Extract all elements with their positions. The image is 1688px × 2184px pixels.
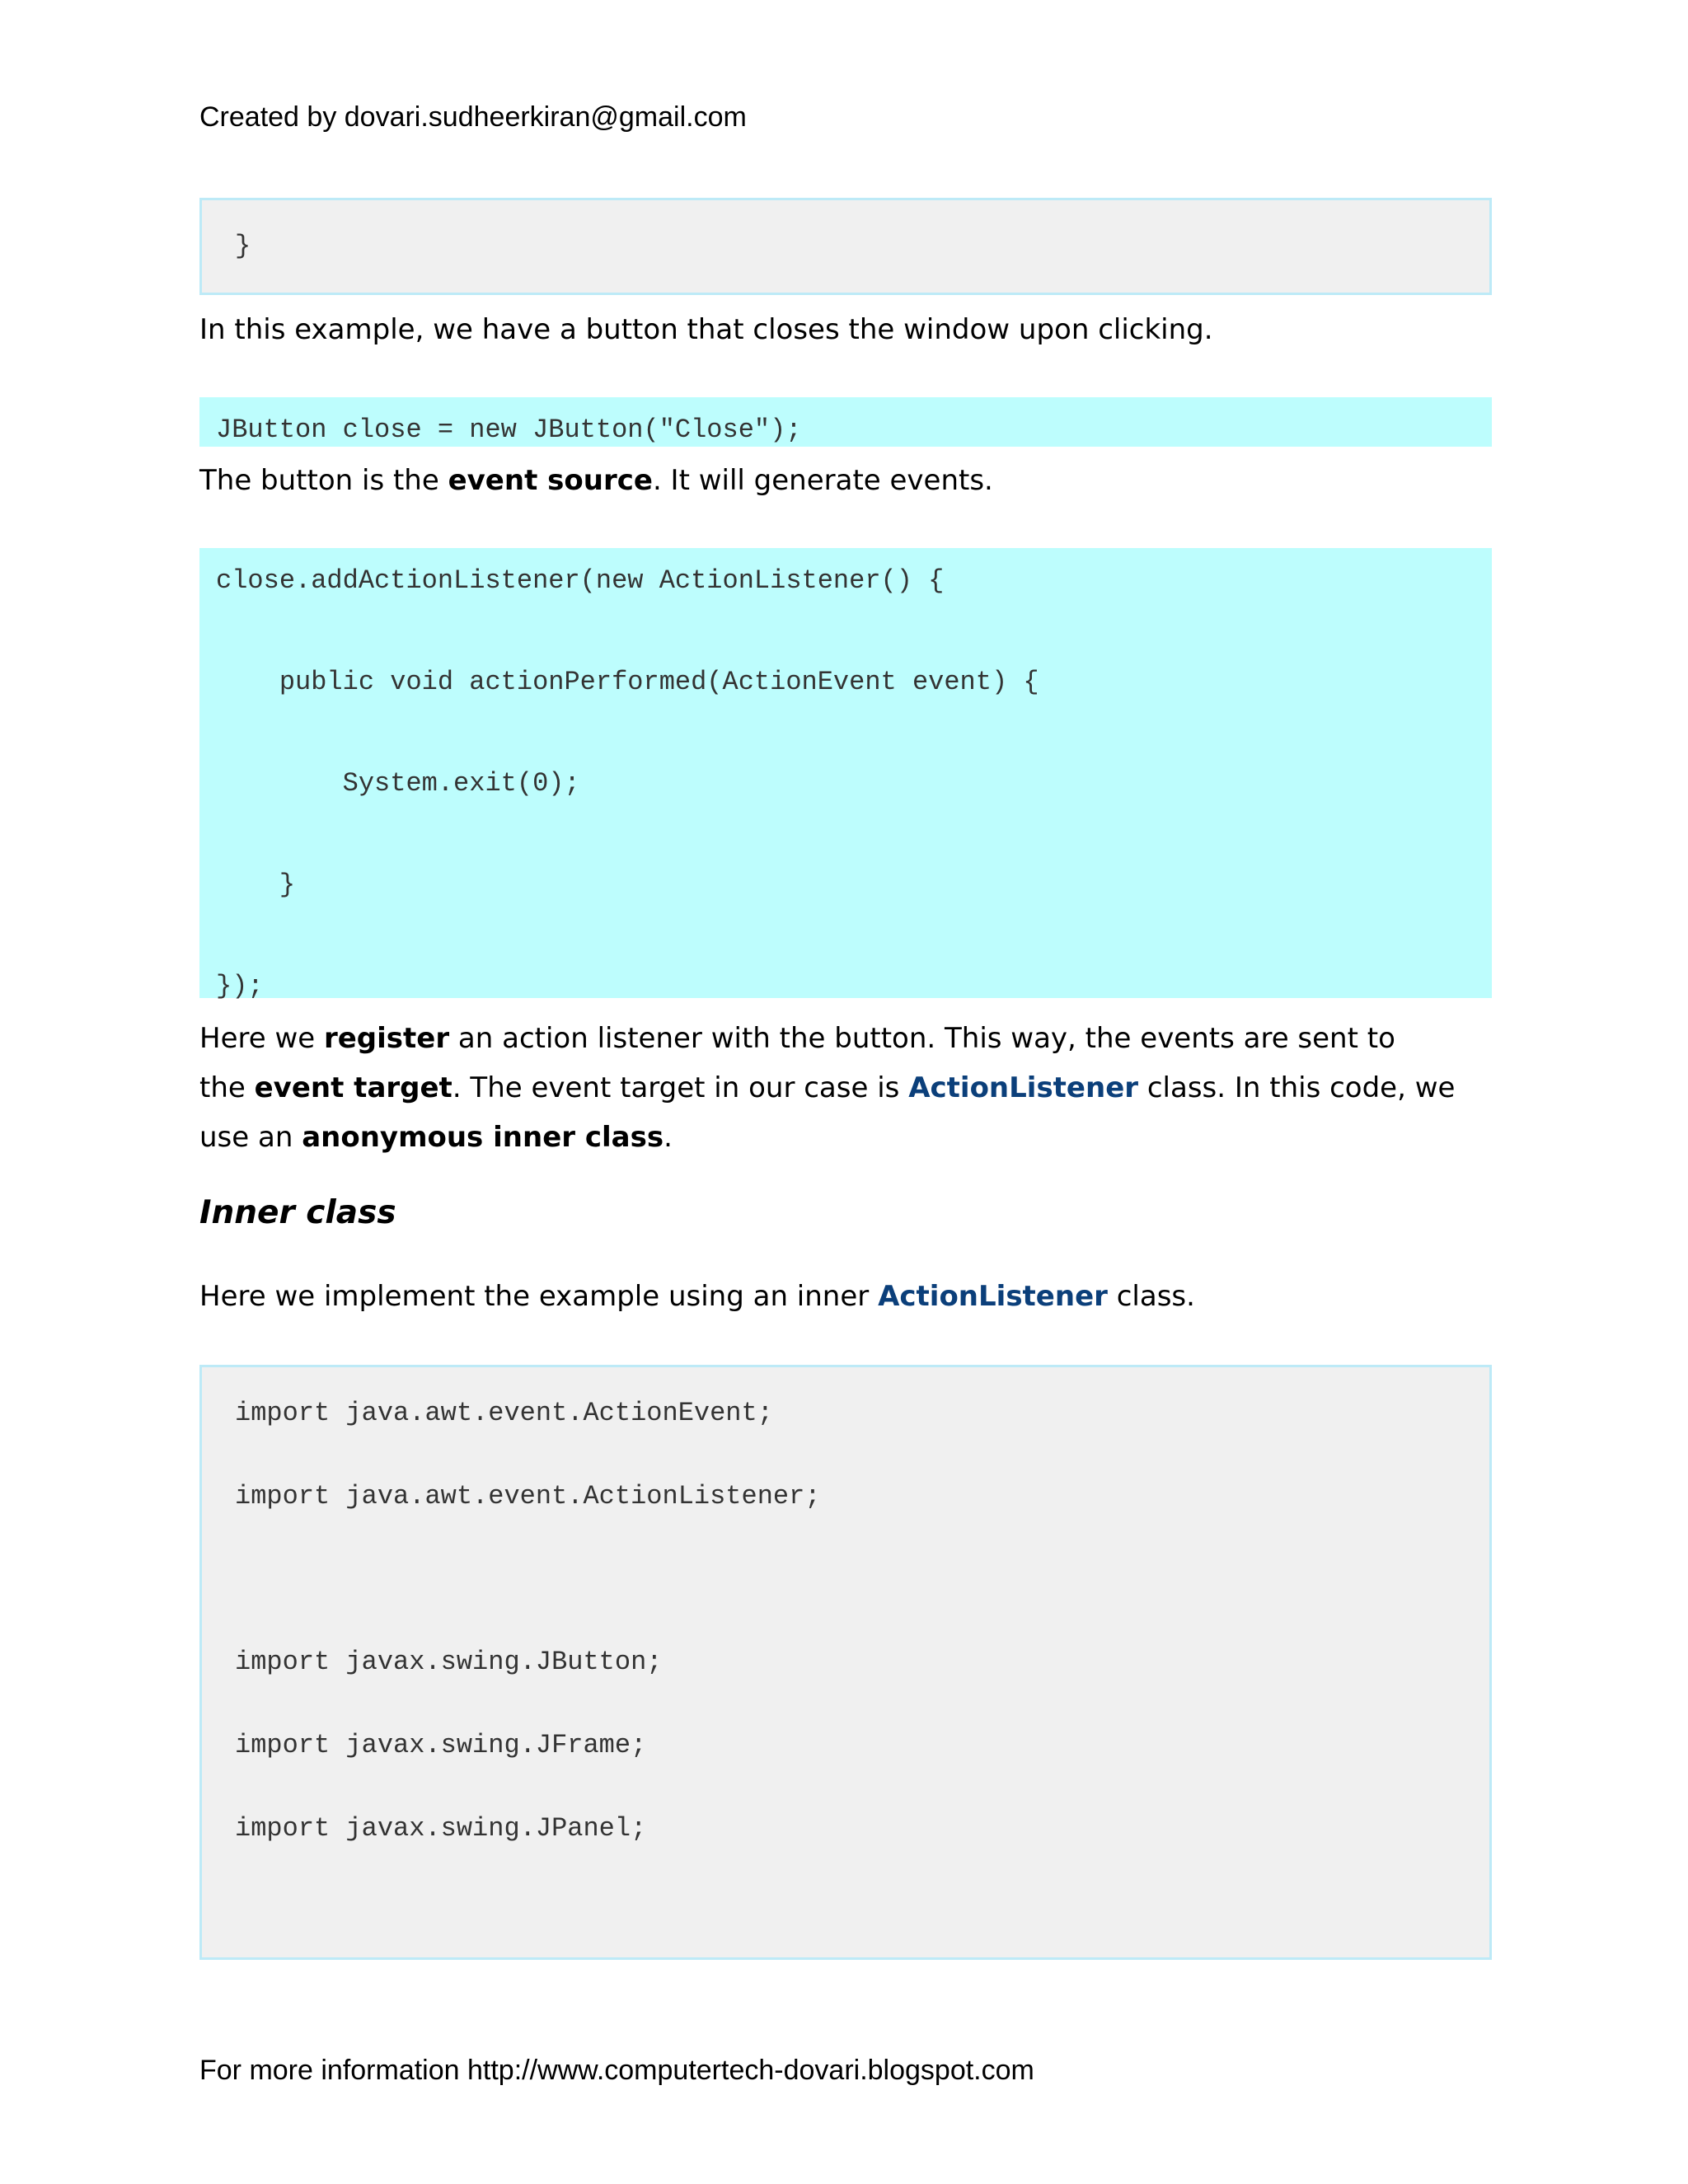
paragraph-text: class. — [1107, 1280, 1195, 1313]
paragraph-text: the — [199, 1071, 255, 1104]
code-line: System.exit(0); — [216, 768, 580, 799]
code-line: import java.awt.event.ActionEvent; — [235, 1398, 773, 1428]
paragraph-event-source — [199, 456, 1518, 505]
code-block-closing-brace — [199, 198, 1492, 295]
bold-term: register — [323, 1022, 450, 1055]
code-line: import javax.swing.JFrame; — [235, 1730, 647, 1760]
class-name-highlight: ActionListener — [878, 1280, 1108, 1313]
code-line: import java.awt.event.ActionListener; — [235, 1481, 821, 1511]
paragraph-text: In this example, we have a button that closes the window upon clicking. — [199, 313, 1213, 346]
paragraph-text: an action listener with the button. This way, the events are sent to — [449, 1022, 1395, 1055]
paragraph-text: . It will generate events. — [652, 464, 993, 497]
paragraph-register-line-3 — [199, 1113, 1518, 1162]
bold-term: event target — [254, 1071, 452, 1104]
class-name-highlight: ActionListener — [908, 1071, 1139, 1104]
bold-term: event source — [448, 464, 653, 497]
paragraph-text: The button is the — [199, 464, 448, 497]
code-line: }); — [216, 971, 264, 1001]
code-line: } — [216, 869, 296, 900]
paragraph-register-line-1 — [199, 1014, 1518, 1063]
code-line: JButton close = new JButton("Close"); — [216, 415, 802, 445]
paragraph-inner-class-intro — [199, 1272, 1518, 1321]
page-header: Created by dovari.sudheerkiran@gmail.com — [199, 101, 747, 133]
code-line: close.addActionListener(new ActionListener() { — [216, 565, 945, 596]
paragraph-text: Here we implement the example using an inner — [199, 1280, 879, 1313]
paragraph-register-line-2 — [199, 1063, 1518, 1113]
paragraph-text: . The event target in our case is — [452, 1071, 909, 1104]
paragraph-example-intro — [199, 305, 1518, 354]
code-line: public void actionPerformed(ActionEvent event) { — [216, 667, 1039, 697]
code-block-imports — [199, 1365, 1492, 1960]
code-line: } — [235, 231, 251, 261]
section-heading-inner-class: Inner class — [199, 1194, 396, 1231]
paragraph-text: class. In this code, we — [1138, 1071, 1456, 1104]
page-footer: For more information http://www.computertech-dovari.blogspot.com — [199, 2055, 1034, 2086]
code-block-action-listener — [199, 548, 1492, 1001]
code-line: import javax.swing.JPanel; — [235, 1813, 647, 1844]
code-block-jbutton — [199, 397, 1492, 447]
paragraph-text: . — [663, 1121, 673, 1154]
code-line: import javax.swing.JButton; — [235, 1647, 663, 1677]
bold-term: anonymous inner class — [302, 1121, 664, 1154]
paragraph-text: use an — [199, 1121, 302, 1154]
paragraph-text: Here we — [199, 1022, 324, 1055]
